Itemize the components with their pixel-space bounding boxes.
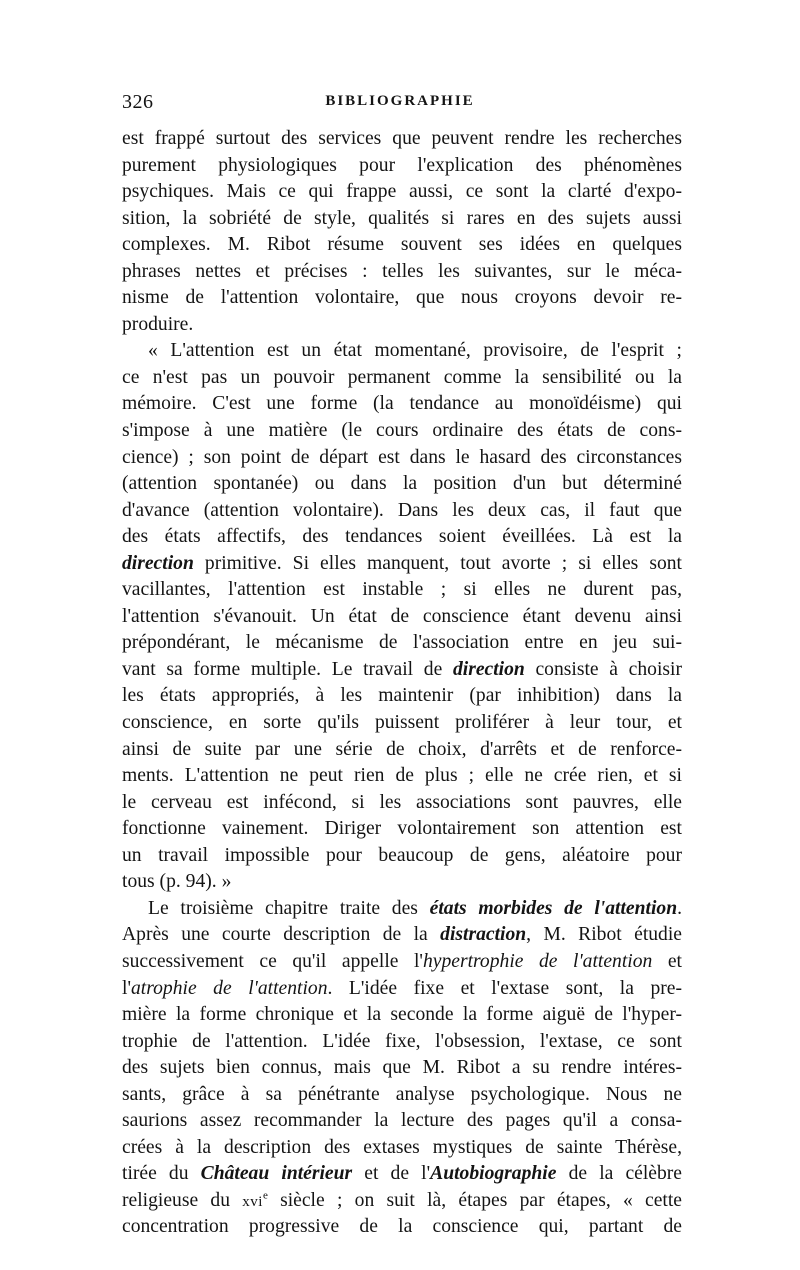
text-line: sition, la sobriété de style, qualités si rares en des sujets aussi: [122, 207, 682, 229]
quote-line: « L'attention est un état momentané, provisoire, de l'esprit ;: [148, 340, 682, 362]
text-line: Après une courte description de la distraction, M. Ribot étudie: [122, 924, 682, 946]
quote-line: un travail impossible pour beaucoup de gens, aléatoire pour: [122, 844, 682, 866]
text-line: est frappé surtout des services que peuvent rendre les recherches: [122, 128, 682, 149]
quote-line: ainsi de suite par une série de choix, d'arrêts et de renforce-: [122, 738, 682, 760]
text-line: concentration progressive de la conscience qui, partant de: [122, 1216, 682, 1238]
running-title: BIBLIOGRAPHIE: [325, 93, 475, 109]
text-line: nisme de l'attention volontaire, que nous croyons devoir re-: [122, 287, 682, 309]
text-line: religieuse du xvi$^e$ siècle ; on suit là, étapes par étapes, « cette: [122, 1189, 682, 1211]
quote-line: vacillantes, l'attention est instable ; si elles ne durent pas,: [122, 579, 682, 601]
text-line: mière la forme chronique et la seconde la forme aiguë de l'hyper-: [122, 1004, 682, 1026]
quote-line: tous (p. 94). »: [122, 871, 232, 893]
quote-line: l'attention s'évanouit. Un état de conscience étant devenu ainsi: [122, 605, 682, 627]
text-line: psychiques. Mais ce qui frappe aussi, ce sont la clarté d'expo-: [122, 181, 682, 203]
text-line: produire.: [122, 313, 194, 335]
quote-line: d'avance (attention volontaire). Dans les deux cas, il faut que: [122, 499, 682, 521]
page-header: [120, 91, 680, 115]
quote-line: conscience, en sorte qu'ils puissent proliférer à leur tour, et: [122, 712, 682, 734]
text-line: tirée du Château intérieur et de l'Autobiographie de la célèbre: [122, 1163, 683, 1185]
text-line: Le troisième chapitre traite des états morbides de l'attention.: [148, 897, 682, 919]
text-line: crées à la description des extases mystiques de sainte Thérèse,: [122, 1136, 682, 1158]
text-line: des sujets bien connus, mais que M. Ribot a su rendre intéres-: [122, 1057, 682, 1079]
quote-line: direction primitive. Si elles manquent, tout avorte ; si elles sont: [122, 552, 682, 574]
quote-line: vant sa forme multiple. Le travail de direction consiste à choisir: [122, 658, 682, 680]
text-line: sants, grâce à sa pénétrante analyse psychologique. Nous ne: [122, 1083, 682, 1105]
quote-line: s'impose à une matière (le cours ordinaire des états de cons-: [122, 420, 682, 442]
quote-line: mémoire. C'est une forme (la tendance au monoïdéisme) qui: [122, 393, 682, 415]
text-line: complexes. M. Ribot résume souvent ses idées en quelques: [122, 234, 682, 256]
quote-line: ments. L'attention ne peut rien de plus ; elle ne crée rien, et si: [122, 765, 682, 787]
text-line: trophie de l'attention. L'idée fixe, l'obsession, l'extase, ce sont: [122, 1030, 682, 1052]
quote-line: prépondérant, le mécanisme de l'association entre en jeu sui-: [122, 632, 682, 654]
text-line: phrases nettes et précises : telles les suivantes, sur le méca-: [122, 260, 682, 282]
text-line: successivement ce qu'il appelle l'hypertrophie de l'attention et: [122, 950, 682, 972]
page-number: 326: [122, 91, 154, 113]
text-line: purement physiologiques pour l'explication des phénomènes: [122, 154, 682, 176]
quote-line: ce n'est pas un pouvoir permanent comme la sensibilité ou la: [122, 366, 682, 388]
quote-line: (attention spontanée) ou dans la position d'un but déterminé: [122, 473, 682, 495]
quote-line: fonctionne vainement. Diriger volontairement son attention est: [122, 818, 682, 840]
quote-line: le cerveau est infécond, si les associations sont pauvres, elle: [122, 791, 682, 813]
quote-line: cience) ; son point de départ est dans le hasard des circonstances: [122, 446, 682, 468]
body-text: [122, 126, 682, 1241]
text-line: saurions assez recommander la lecture des pages qu'il a consa-: [122, 1110, 682, 1132]
quote-line: les états appropriés, à les maintenir (par inhibition) dans la: [122, 685, 682, 707]
quote-line: des états affectifs, des tendances soient éveillées. Là est la: [122, 526, 682, 548]
text-line: l'atrophie de l'attention. L'idée fixe et l'extase sont, la pre-: [122, 977, 682, 999]
